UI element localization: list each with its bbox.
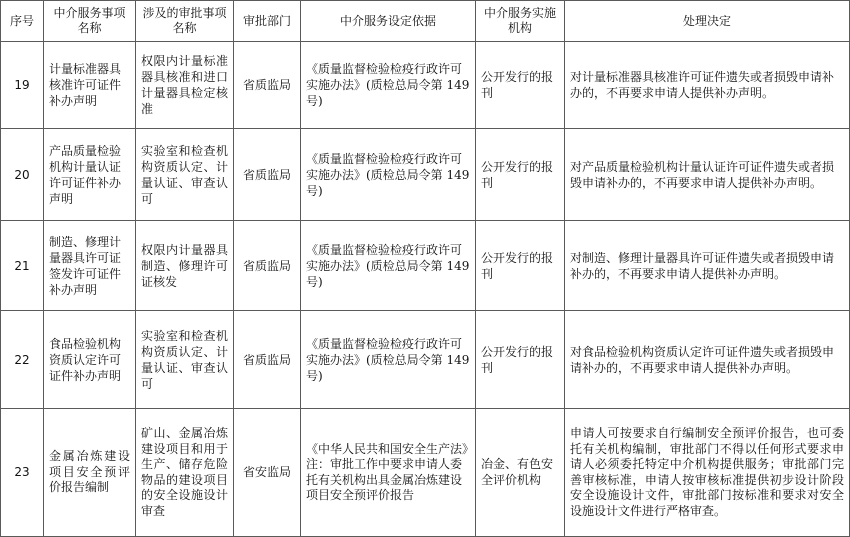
row-approval-dept: 省质监局	[234, 221, 301, 311]
table-row	[1, 129, 850, 221]
row-basis: 《质量监督检验检疫行政许可实施办法》(质检总局令第 149 号)	[301, 221, 476, 311]
row-agency: 公开发行的报刊	[476, 42, 565, 129]
row-approval-item: 矿山、金属冶炼建设项目和用于生产、储存危险物品的建设项目的安全设施设计审查	[136, 409, 234, 537]
table-row	[1, 42, 850, 129]
row-service-name: 制造、修理计量器具许可证签发许可证件补办声明	[44, 221, 136, 311]
table-row	[1, 311, 850, 409]
row-service-name: 食品检验机构资质认定许可证件补办声明	[44, 311, 136, 409]
row-decision: 对产品质量检验机构计量认证许可证件遗失或者损毁申请补办的，不再要求申请人提供补办声明。	[565, 129, 850, 221]
row-approval-dept: 省安监局	[234, 409, 301, 537]
row-approval-item: 权限内计量标准器具核准和进口计量器具检定核准	[136, 42, 234, 129]
row-approval-dept: 省质监局	[234, 42, 301, 129]
table-row	[1, 221, 850, 311]
row-service-name: 计量标准器具核准许可证件补办声明	[44, 42, 136, 129]
row-service-name: 金属冶炼建设项目安全预评价报告编制	[44, 409, 136, 537]
row-basis-note: 注：审批工作中要求申请人委托有关机构出具金属冶炼建设项目安全预评价报告	[306, 457, 463, 502]
row-approval-item: 权限内计量器具制造、修理许可证核发	[136, 221, 234, 311]
row-basis: 《质量监督检验检疫行政许可实施办法》(质检总局令第 149 号)	[301, 129, 476, 221]
row-approval-dept: 省质监局	[234, 129, 301, 221]
header-no: 序号	[1, 1, 44, 42]
row-decision: 申请人可按要求自行编制安全预评价报告，也可委托有关机构编制，审批部门不得以任何形式要求申请人必须委托特定中介机构提供服务；审批部门完善审核标准，申请人按审核标准提供初步设计阶段安全设施设计文件，审批部门按标准和要求对安全设施设计文件进行严格审查。	[565, 409, 850, 537]
row-agency: 公开发行的报刊	[476, 311, 565, 409]
header-approval-dept: 审批部门	[234, 1, 301, 42]
row-approval-dept: 省质监局	[234, 311, 301, 409]
header-basis: 中介服务设定依据	[301, 1, 476, 42]
row-decision: 对食品检验机构资质认定许可证件遗失或者损毁申请补办的，不再要求申请人提供补办声明。	[565, 311, 850, 409]
row-no: 20	[1, 129, 44, 221]
row-approval-item: 实验室和检查机构资质认定、计量认证、审查认可	[136, 311, 234, 409]
row-approval-item: 实验室和检查机构资质认定、计量认证、审查认可	[136, 129, 234, 221]
row-service-name: 产品质量检验机构计量认证许可证件补办声明	[44, 129, 136, 221]
row-basis: 《质量监督检验检疫行政许可实施办法》(质检总局令第 149 号)	[301, 311, 476, 409]
row-agency: 公开发行的报刊	[476, 221, 565, 311]
header-approval-item: 涉及的审批事项名称	[136, 1, 234, 42]
row-no: 21	[1, 221, 44, 311]
row-basis-law: 《中华人民共和国安全生产法》	[306, 441, 475, 456]
header-agency: 中介服务实施机构	[476, 1, 565, 42]
row-agency: 公开发行的报刊	[476, 129, 565, 221]
row-no: 19	[1, 42, 44, 129]
row-no: 22	[1, 311, 44, 409]
row-basis	[301, 409, 476, 537]
header-row	[1, 1, 850, 42]
row-agency: 冶金、有色安全评价机构	[476, 409, 565, 537]
row-decision: 对计量标准器具核准许可证件遗失或者损毁申请补办的，不再要求申请人提供补办声明。	[565, 42, 850, 129]
row-basis: 《质量监督检验检疫行政许可实施办法》(质检总局令第 149 号)	[301, 42, 476, 129]
row-decision: 对制造、修理计量器具许可证件遗失或者损毁申请补办的，不再要求申请人提供补办声明。	[565, 221, 850, 311]
header-decision: 处理决定	[565, 1, 850, 42]
row-no: 23	[1, 409, 44, 537]
table-row	[1, 409, 850, 537]
header-service-name: 中介服务事项名称	[44, 1, 136, 42]
